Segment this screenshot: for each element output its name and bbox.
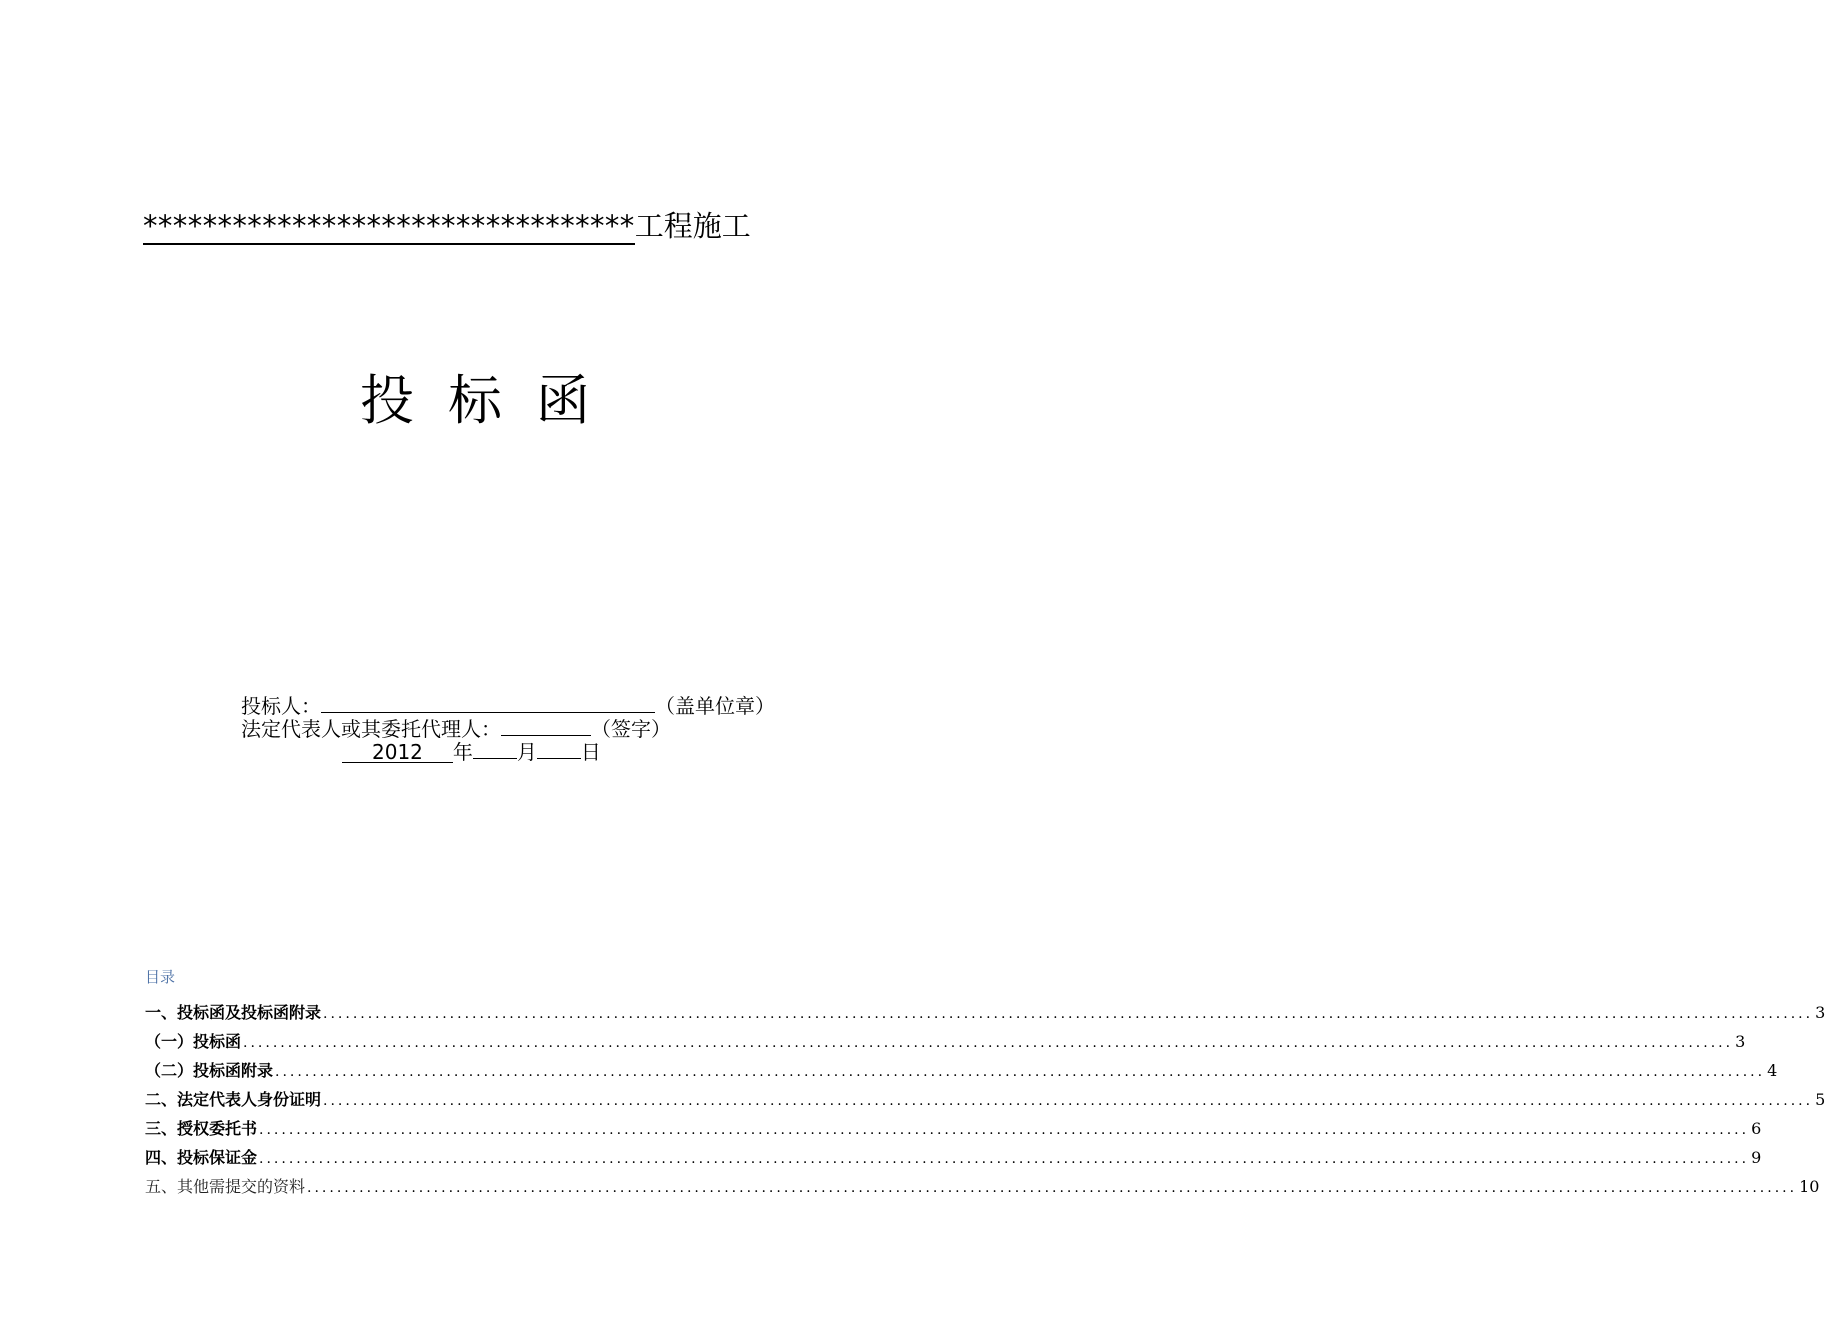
table-of-contents — [145, 1000, 1825, 1203]
toc-entry[interactable] — [145, 1000, 1825, 1029]
toc-entry-label: 三、授权委托书 — [145, 1119, 258, 1138]
representative-sign-note: （签字） — [591, 717, 671, 741]
document-title: 投标函 — [360, 369, 624, 432]
bidder-blank-line — [321, 694, 655, 713]
toc-heading: 目录 — [145, 968, 176, 986]
project-name-line — [143, 206, 751, 246]
toc-dot-leader: ........................................................................................................................................................................................................ — [259, 1122, 1750, 1138]
date-day-blank — [537, 740, 581, 759]
toc-entry-page: 4 — [1767, 1061, 1778, 1080]
date-row — [241, 740, 775, 763]
project-name-placeholder: ********************************* — [143, 209, 635, 243]
toc-entry-label: 一、投标函及投标函附录 — [145, 1003, 322, 1022]
toc-entry[interactable] — [145, 1029, 1746, 1058]
toc-entry[interactable] — [145, 1058, 1778, 1087]
toc-dot-leader: ........................................................................................................................................................................................................ — [243, 1035, 1734, 1051]
representative-blank-line — [501, 717, 591, 736]
toc-dot-leader: ........................................................................................................................................................................................................ — [323, 1093, 1814, 1109]
date-month-blank — [473, 740, 517, 759]
toc-entry-label: 二、法定代表人身份证明 — [145, 1090, 322, 1109]
toc-entry[interactable] — [145, 1174, 1820, 1203]
toc-entry-page: 3 — [1735, 1032, 1746, 1051]
toc-entry-label: 四、投标保证金 — [145, 1148, 258, 1167]
toc-entry[interactable] — [145, 1116, 1762, 1145]
bidder-seal-note: （盖单位章） — [655, 694, 775, 718]
toc-entry-page: 6 — [1751, 1119, 1762, 1138]
bidder-row — [241, 694, 775, 717]
toc-entry-page: 10 — [1799, 1177, 1820, 1196]
toc-dot-leader: ........................................................................................................................................................................................................ — [259, 1151, 1750, 1167]
toc-entry-page: 5 — [1815, 1090, 1825, 1109]
bidder-label: 投标人： — [241, 694, 321, 718]
date-year-unit: 年 — [452, 740, 473, 764]
date-month-unit: 月 — [516, 740, 537, 764]
toc-dot-leader: ........................................................................................................................................................................................................ — [323, 1006, 1814, 1022]
toc-entry-page: 3 — [1815, 1003, 1825, 1022]
project-name-suffix: 工程施工 — [634, 209, 751, 243]
toc-entry-label: （一）投标函 — [145, 1032, 242, 1051]
toc-entry[interactable] — [145, 1087, 1825, 1116]
date-year: 2012 — [342, 742, 453, 763]
toc-entry[interactable] — [145, 1145, 1762, 1174]
representative-label: 法定代表人或其委托代理人： — [241, 717, 501, 741]
date-day-unit: 日 — [580, 740, 601, 764]
toc-dot-leader: ........................................................................................................................................................................................................ — [307, 1180, 1798, 1196]
toc-entry-page: 9 — [1751, 1148, 1762, 1167]
toc-dot-leader: ........................................................................................................................................................................................................ — [275, 1064, 1766, 1080]
toc-entry-label: （二）投标函附录 — [145, 1061, 274, 1080]
toc-entry-label: 五、其他需提交的资料 — [145, 1177, 306, 1196]
representative-row — [241, 717, 775, 740]
signature-block — [241, 694, 775, 763]
